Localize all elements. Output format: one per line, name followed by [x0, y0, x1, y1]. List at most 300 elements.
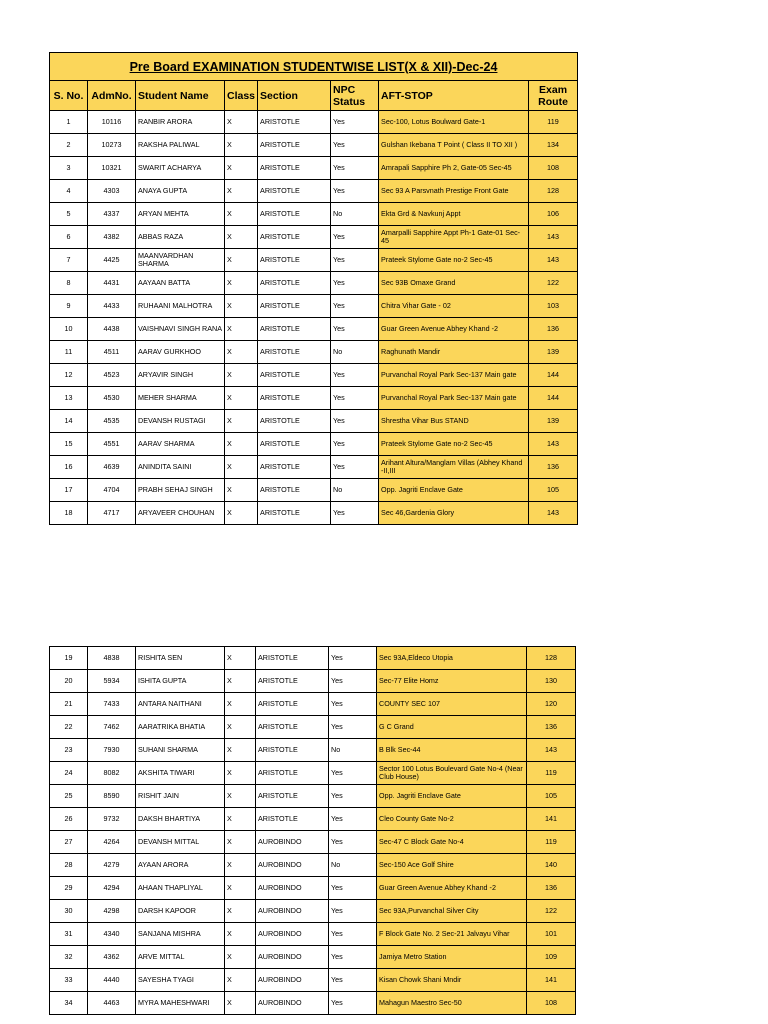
cell-sno: 20: [50, 670, 88, 693]
cell-student-name: AARATRIKA BHATIA: [136, 716, 225, 739]
cell-section: ARISTOTLE: [258, 456, 331, 479]
table-row: [50, 716, 576, 739]
cell-section: ARISTOTLE: [256, 808, 329, 831]
cell-section: ARISTOTLE: [258, 180, 331, 203]
cell-sno: 22: [50, 716, 88, 739]
cell-student-name: PRABH SEHAJ SINGH: [136, 479, 225, 502]
cell-student-name: ARYAN MEHTA: [136, 203, 225, 226]
cell-section: AUROBINDO: [256, 831, 329, 854]
cell-aft-stop: Arihant Altura/Manglam Villas (Abhey Khand -II,III: [379, 456, 529, 479]
table-row: [50, 831, 576, 854]
cell-class: X: [225, 433, 258, 456]
cell-sno: 31: [50, 923, 88, 946]
cell-sno: 27: [50, 831, 88, 854]
cell-student-name: SUHANI SHARMA: [136, 739, 225, 762]
cell-exam-route: 143: [529, 502, 578, 525]
cell-student-name: AYAAN ARORA: [136, 854, 225, 877]
table-row: [50, 854, 576, 877]
cell-admno: 4463: [88, 992, 136, 1015]
cell-sno: 21: [50, 693, 88, 716]
cell-sno: 17: [50, 479, 88, 502]
cell-section: ARISTOTLE: [258, 295, 331, 318]
cell-student-name: AARAV GURKHOO: [136, 341, 225, 364]
cell-section: ARISTOTLE: [258, 203, 331, 226]
cell-admno: 4639: [88, 456, 136, 479]
cell-sno: 7: [50, 249, 88, 272]
col-npc-status-header: NPC Status: [331, 81, 379, 111]
cell-class: X: [225, 456, 258, 479]
col-section-header: Section: [258, 81, 331, 111]
cell-student-name: VAISHNAVI SINGH RANA: [136, 318, 225, 341]
cell-student-name: RAKSHA PALIWAL: [136, 134, 225, 157]
cell-section: ARISTOTLE: [258, 157, 331, 180]
cell-sno: 12: [50, 364, 88, 387]
cell-aft-stop: Sec-150 Ace Golf Shire: [377, 854, 527, 877]
cell-student-name: AAYAAN BATTA: [136, 272, 225, 295]
cell-admno: 7433: [88, 693, 136, 716]
cell-student-name: MYRA MAHESHWARI: [136, 992, 225, 1015]
cell-aft-stop: Opp. Jagriti Enclave Gate: [377, 785, 527, 808]
cell-sno: 19: [50, 647, 88, 670]
cell-section: AUROBINDO: [256, 900, 329, 923]
cell-aft-stop: Ekta Grd & Navkunj Appt: [379, 203, 529, 226]
cell-admno: 4340: [88, 923, 136, 946]
table-row: [50, 318, 578, 341]
cell-aft-stop: Sec-100, Lotus Boulward Gate-1: [379, 111, 529, 134]
cell-admno: 8590: [88, 785, 136, 808]
table-row: [50, 670, 576, 693]
cell-admno: 4362: [88, 946, 136, 969]
col-exam-route-header: Exam Route: [529, 81, 578, 111]
cell-npc-status: Yes: [329, 946, 377, 969]
cell-aft-stop: Purvanchal Royal Park Sec-137 Main gate: [379, 364, 529, 387]
cell-section: ARISTOTLE: [258, 341, 331, 364]
cell-sno: 25: [50, 785, 88, 808]
cell-section: ARISTOTLE: [258, 111, 331, 134]
col-student-name-header: Student Name: [136, 81, 225, 111]
cell-admno: 7930: [88, 739, 136, 762]
cell-section: AUROBINDO: [256, 969, 329, 992]
cell-student-name: ARYAVEER CHOUHAN: [136, 502, 225, 525]
cell-exam-route: 109: [527, 946, 576, 969]
cell-aft-stop: Shrestha Vihar Bus STAND: [379, 410, 529, 433]
cell-class: X: [225, 831, 256, 854]
cell-npc-status: Yes: [329, 670, 377, 693]
cell-class: X: [225, 808, 256, 831]
cell-exam-route: 144: [529, 364, 578, 387]
table-row: [50, 647, 576, 670]
cell-class: X: [225, 762, 256, 785]
cell-exam-route: 122: [527, 900, 576, 923]
cell-exam-route: 105: [527, 785, 576, 808]
cell-exam-route: 128: [529, 180, 578, 203]
cell-class: X: [225, 739, 256, 762]
cell-npc-status: No: [329, 739, 377, 762]
cell-npc-status: Yes: [331, 433, 379, 456]
cell-admno: 4294: [88, 877, 136, 900]
cell-section: ARISTOTLE: [258, 410, 331, 433]
table-row: [50, 226, 578, 249]
cell-class: X: [225, 387, 258, 410]
cell-class: X: [225, 226, 258, 249]
cell-student-name: AKSHITA TIWARI: [136, 762, 225, 785]
cell-admno: 4382: [88, 226, 136, 249]
cell-npc-status: Yes: [329, 831, 377, 854]
table-row: [50, 969, 576, 992]
cell-sno: 5: [50, 203, 88, 226]
cell-section: ARISTOTLE: [256, 739, 329, 762]
cell-exam-route: 134: [529, 134, 578, 157]
cell-aft-stop: Sec 93A,Eldeco Utopia: [377, 647, 527, 670]
cell-class: X: [225, 134, 258, 157]
table-row: [50, 249, 578, 272]
cell-student-name: ANINDITA SAINI: [136, 456, 225, 479]
cell-exam-route: 122: [529, 272, 578, 295]
cell-aft-stop: Sec-47 C Block Gate No-4: [377, 831, 527, 854]
cell-admno: 4535: [88, 410, 136, 433]
cell-npc-status: Yes: [329, 647, 377, 670]
cell-student-name: DEVANSH MITTAL: [136, 831, 225, 854]
cell-admno: 9732: [88, 808, 136, 831]
table-row: [50, 157, 578, 180]
table-row: [50, 272, 578, 295]
cell-npc-status: Yes: [331, 410, 379, 433]
cell-class: X: [225, 900, 256, 923]
cell-admno: 10321: [88, 157, 136, 180]
cell-class: X: [225, 111, 258, 134]
cell-class: X: [225, 670, 256, 693]
cell-exam-route: 136: [527, 877, 576, 900]
cell-npc-status: Yes: [331, 180, 379, 203]
cell-admno: 4440: [88, 969, 136, 992]
cell-aft-stop: Gulshan Ikebana T Point ( Class II TO XII ): [379, 134, 529, 157]
table-row: [50, 808, 576, 831]
cell-aft-stop: Sec 93 A Parsvnath Prestige Front Gate: [379, 180, 529, 203]
cell-admno: 5934: [88, 670, 136, 693]
cell-exam-route: 143: [529, 433, 578, 456]
table-row: [50, 762, 576, 785]
cell-npc-status: Yes: [329, 762, 377, 785]
cell-exam-route: 144: [529, 387, 578, 410]
cell-npc-status: Yes: [331, 456, 379, 479]
cell-exam-route: 108: [529, 157, 578, 180]
table-body-2: [50, 647, 576, 1015]
cell-exam-route: 108: [527, 992, 576, 1015]
cell-student-name: RUHAANI MALHOTRA: [136, 295, 225, 318]
cell-exam-route: 103: [529, 295, 578, 318]
cell-admno: 10116: [88, 111, 136, 134]
cell-exam-route: 105: [529, 479, 578, 502]
cell-class: X: [225, 295, 258, 318]
table-header-row: [50, 81, 578, 111]
cell-aft-stop: Guar Green Avenue Abhey Khand -2: [379, 318, 529, 341]
cell-admno: 4438: [88, 318, 136, 341]
cell-admno: 4337: [88, 203, 136, 226]
cell-student-name: RANBIR ARORA: [136, 111, 225, 134]
cell-admno: 4433: [88, 295, 136, 318]
cell-npc-status: Yes: [331, 226, 379, 249]
student-list-table-1: [49, 52, 578, 525]
cell-exam-route: 119: [529, 111, 578, 134]
cell-npc-status: Yes: [331, 364, 379, 387]
cell-aft-stop: Cleo County Gate No-2: [377, 808, 527, 831]
cell-admno: 4264: [88, 831, 136, 854]
cell-admno: 4523: [88, 364, 136, 387]
cell-student-name: DAKSH BHARTIYA: [136, 808, 225, 831]
cell-npc-status: Yes: [329, 716, 377, 739]
table-row: [50, 456, 578, 479]
cell-sno: 13: [50, 387, 88, 410]
cell-npc-status: Yes: [329, 877, 377, 900]
cell-npc-status: Yes: [331, 387, 379, 410]
cell-npc-status: Yes: [331, 272, 379, 295]
cell-npc-status: No: [331, 203, 379, 226]
cell-admno: 8082: [88, 762, 136, 785]
cell-admno: 4551: [88, 433, 136, 456]
cell-aft-stop: Amarpalli Sapphire Appt Ph-1 Gate-01 Sec-45: [379, 226, 529, 249]
cell-class: X: [225, 249, 258, 272]
cell-student-name: DARSH KAPOOR: [136, 900, 225, 923]
cell-exam-route: 139: [529, 341, 578, 364]
cell-class: X: [225, 647, 256, 670]
cell-sno: 32: [50, 946, 88, 969]
cell-exam-route: 119: [527, 831, 576, 854]
table-row: [50, 134, 578, 157]
cell-aft-stop: Guar Green Avenue Abhey Khand -2: [377, 877, 527, 900]
cell-aft-stop: F Block Gate No. 2 Sec-21 Jalvayu Vihar: [377, 923, 527, 946]
cell-aft-stop: Sec 93A,Purvanchal Silver City: [377, 900, 527, 923]
cell-exam-route: 143: [529, 249, 578, 272]
cell-sno: 24: [50, 762, 88, 785]
cell-student-name: MEHER SHARMA: [136, 387, 225, 410]
cell-section: AUROBINDO: [256, 992, 329, 1015]
page-title: Pre Board EXAMINATION STUDENTWISE LIST(X & XII)-Dec-24: [50, 53, 578, 81]
cell-sno: 2: [50, 134, 88, 157]
student-list-table-2: [49, 646, 576, 1015]
cell-sno: 23: [50, 739, 88, 762]
table-row: [50, 992, 576, 1015]
cell-npc-status: Yes: [331, 295, 379, 318]
cell-sno: 1: [50, 111, 88, 134]
cell-sno: 14: [50, 410, 88, 433]
cell-admno: 4838: [88, 647, 136, 670]
table-row: [50, 877, 576, 900]
cell-section: ARISTOTLE: [256, 647, 329, 670]
cell-section: AUROBINDO: [256, 946, 329, 969]
cell-class: X: [225, 923, 256, 946]
cell-exam-route: 119: [527, 762, 576, 785]
table-row: [50, 785, 576, 808]
table-row: [50, 739, 576, 762]
cell-aft-stop: Raghunath Mandir: [379, 341, 529, 364]
col-aft-stop-header: AFT-STOP: [379, 81, 529, 111]
cell-aft-stop: Sec 46,Gardenia Glory: [379, 502, 529, 525]
cell-npc-status: Yes: [331, 502, 379, 525]
cell-section: ARISTOTLE: [258, 272, 331, 295]
cell-exam-route: 101: [527, 923, 576, 946]
cell-class: X: [225, 341, 258, 364]
table-row: [50, 502, 578, 525]
cell-npc-status: Yes: [329, 785, 377, 808]
cell-admno: 4717: [88, 502, 136, 525]
cell-npc-status: Yes: [329, 923, 377, 946]
cell-section: ARISTOTLE: [256, 716, 329, 739]
cell-sno: 6: [50, 226, 88, 249]
cell-exam-route: 140: [527, 854, 576, 877]
cell-sno: 34: [50, 992, 88, 1015]
cell-aft-stop: Chitra Vihar Gate - 02: [379, 295, 529, 318]
cell-section: AUROBINDO: [256, 923, 329, 946]
cell-aft-stop: Purvanchal Royal Park Sec-137 Main gate: [379, 387, 529, 410]
table-body-1: [50, 111, 578, 525]
cell-class: X: [225, 502, 258, 525]
table-row: [50, 295, 578, 318]
cell-npc-status: Yes: [329, 900, 377, 923]
cell-npc-status: No: [331, 479, 379, 502]
cell-npc-status: Yes: [331, 249, 379, 272]
cell-section: ARISTOTLE: [256, 762, 329, 785]
cell-class: X: [225, 877, 256, 900]
cell-exam-route: 120: [527, 693, 576, 716]
cell-npc-status: Yes: [331, 157, 379, 180]
cell-npc-status: Yes: [329, 992, 377, 1015]
cell-class: X: [225, 157, 258, 180]
cell-section: ARISTOTLE: [256, 785, 329, 808]
table-row: [50, 111, 578, 134]
cell-admno: 4279: [88, 854, 136, 877]
cell-aft-stop: Sector 100 Lotus Boulevard Gate No-4 (Near Club House): [377, 762, 527, 785]
cell-exam-route: 141: [527, 969, 576, 992]
cell-npc-status: Yes: [331, 134, 379, 157]
cell-exam-route: 106: [529, 203, 578, 226]
cell-sno: 26: [50, 808, 88, 831]
table-row: [50, 693, 576, 716]
table-row: [50, 946, 576, 969]
cell-student-name: AHAAN THAPLIYAL: [136, 877, 225, 900]
cell-student-name: RISHIT JAIN: [136, 785, 225, 808]
col-sno-header: S. No.: [50, 81, 88, 111]
table-row: [50, 900, 576, 923]
cell-class: X: [225, 785, 256, 808]
cell-sno: 33: [50, 969, 88, 992]
table-row: [50, 203, 578, 226]
cell-admno: 4303: [88, 180, 136, 203]
cell-admno: 10273: [88, 134, 136, 157]
cell-sno: 28: [50, 854, 88, 877]
cell-exam-route: 143: [527, 739, 576, 762]
cell-student-name: ABBAS RAZA: [136, 226, 225, 249]
cell-npc-status: Yes: [329, 808, 377, 831]
cell-npc-status: No: [329, 854, 377, 877]
cell-admno: 4425: [88, 249, 136, 272]
cell-sno: 8: [50, 272, 88, 295]
cell-class: X: [225, 410, 258, 433]
cell-student-name: ARYAVIR SINGH: [136, 364, 225, 387]
cell-npc-status: Yes: [329, 693, 377, 716]
cell-section: ARISTOTLE: [256, 670, 329, 693]
cell-exam-route: 136: [529, 456, 578, 479]
cell-sno: 30: [50, 900, 88, 923]
cell-class: X: [225, 203, 258, 226]
cell-section: ARISTOTLE: [258, 364, 331, 387]
cell-section: ARISTOTLE: [258, 502, 331, 525]
cell-aft-stop: B Blk Sec-44: [377, 739, 527, 762]
cell-sno: 15: [50, 433, 88, 456]
cell-admno: 7462: [88, 716, 136, 739]
cell-npc-status: Yes: [331, 111, 379, 134]
cell-npc-status: No: [331, 341, 379, 364]
cell-student-name: SAYESHA TYAGI: [136, 969, 225, 992]
cell-exam-route: 139: [529, 410, 578, 433]
cell-aft-stop: Opp. Jagriti Enclave Gate: [379, 479, 529, 502]
cell-section: ARISTOTLE: [258, 318, 331, 341]
cell-student-name: ISHITA GUPTA: [136, 670, 225, 693]
cell-section: ARISTOTLE: [258, 387, 331, 410]
cell-class: X: [225, 180, 258, 203]
cell-admno: 4298: [88, 900, 136, 923]
cell-student-name: AARAV SHARMA: [136, 433, 225, 456]
cell-class: X: [225, 479, 258, 502]
cell-student-name: SANJANA MISHRA: [136, 923, 225, 946]
cell-class: X: [225, 716, 256, 739]
table-row: [50, 387, 578, 410]
cell-student-name: SWARIT ACHARYA: [136, 157, 225, 180]
cell-aft-stop: Jamiya Metro Station: [377, 946, 527, 969]
table-row: [50, 433, 578, 456]
cell-student-name: ANAYA GUPTA: [136, 180, 225, 203]
table-row: [50, 364, 578, 387]
cell-aft-stop: Prateek Stylome Gate no-2 Sec-45: [379, 433, 529, 456]
table-row: [50, 180, 578, 203]
cell-student-name: DEVANSH RUSTAGI: [136, 410, 225, 433]
cell-class: X: [225, 946, 256, 969]
cell-sno: 10: [50, 318, 88, 341]
cell-section: ARISTOTLE: [258, 134, 331, 157]
cell-section: AUROBINDO: [256, 877, 329, 900]
cell-sno: 4: [50, 180, 88, 203]
cell-exam-route: 128: [527, 647, 576, 670]
cell-class: X: [225, 969, 256, 992]
cell-sno: 11: [50, 341, 88, 364]
cell-aft-stop: Sec-77 Elite Homz: [377, 670, 527, 693]
cell-sno: 29: [50, 877, 88, 900]
table-row: [50, 341, 578, 364]
cell-aft-stop: G C Grand: [377, 716, 527, 739]
cell-exam-route: 143: [529, 226, 578, 249]
cell-admno: 4704: [88, 479, 136, 502]
cell-class: X: [225, 318, 258, 341]
cell-section: AUROBINDO: [256, 854, 329, 877]
table-row: [50, 479, 578, 502]
cell-section: ARISTOTLE: [258, 433, 331, 456]
cell-class: X: [225, 364, 258, 387]
cell-class: X: [225, 272, 258, 295]
cell-sno: 9: [50, 295, 88, 318]
cell-npc-status: Yes: [329, 969, 377, 992]
cell-aft-stop: Prateek Stylome Gate no-2 Sec-45: [379, 249, 529, 272]
cell-admno: 4530: [88, 387, 136, 410]
cell-student-name: ARVE MITTAL: [136, 946, 225, 969]
cell-sno: 3: [50, 157, 88, 180]
cell-sno: 16: [50, 456, 88, 479]
cell-section: ARISTOTLE: [258, 226, 331, 249]
cell-exam-route: 136: [529, 318, 578, 341]
cell-exam-route: 130: [527, 670, 576, 693]
table-row: [50, 410, 578, 433]
cell-aft-stop: Sec 93B Omaxe Grand: [379, 272, 529, 295]
cell-student-name: MAANVARDHAN SHARMA: [136, 249, 225, 272]
col-class-header: Class: [225, 81, 258, 111]
